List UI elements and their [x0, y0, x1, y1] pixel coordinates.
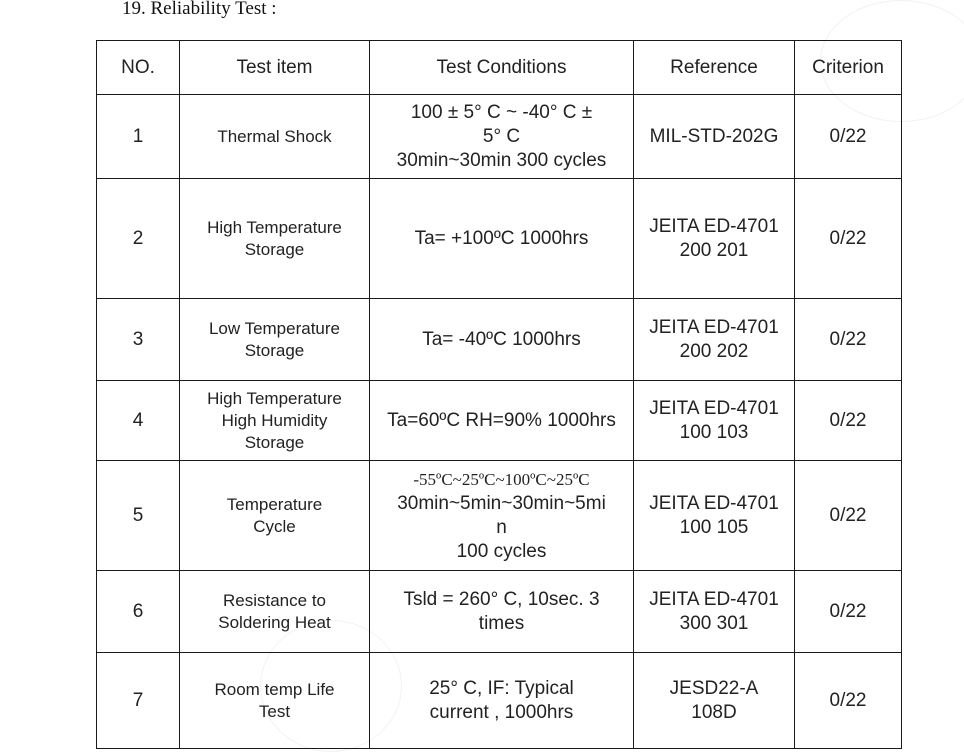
cell-no: 7	[97, 653, 180, 749]
reference-line: JESD22-A	[669, 677, 759, 699]
cell-test-item	[180, 299, 370, 381]
cell-test-item	[180, 571, 370, 653]
cell-criterion: 0/22	[795, 95, 902, 179]
cell-test-item	[180, 95, 370, 179]
test-item-line: Soldering Heat	[218, 612, 331, 632]
test-item-line: Storage	[244, 239, 305, 259]
header-criterion: Criterion	[795, 41, 902, 95]
table-row	[97, 461, 902, 571]
cell-no: 1	[97, 95, 180, 179]
cell-reference	[634, 381, 795, 461]
cell-criterion: 0/22	[795, 299, 902, 381]
cell-reference	[634, 461, 795, 571]
reference-line: 200 202	[679, 340, 749, 362]
cell-test-conditions	[370, 95, 634, 179]
cell-criterion: 0/22	[795, 381, 902, 461]
test-item-line: Resistance to	[223, 590, 326, 610]
cell-no: 5	[97, 461, 180, 571]
cell-criterion: 0/22	[795, 179, 902, 299]
cell-no: 2	[97, 179, 180, 299]
condition-line: 25° C, IF: Typical	[429, 677, 574, 699]
condition-line: 100 cycles	[456, 540, 547, 562]
test-item-line: Thermal Shock	[217, 126, 332, 146]
condition-line: 30min~30min 300 cycles	[396, 149, 607, 171]
cell-test-item	[180, 461, 370, 571]
condition-line: times	[478, 612, 525, 634]
cell-criterion: 0/22	[795, 571, 902, 653]
condition-line: Ta= +100ºC 1000hrs	[414, 227, 589, 249]
cell-test-conditions	[370, 179, 634, 299]
table-row	[97, 179, 902, 299]
condition-line: 100 ± 5° C ~ -40° C ±	[410, 101, 593, 123]
cell-test-conditions	[370, 571, 634, 653]
reference-line: 100 105	[679, 516, 749, 538]
section-title: 19. Reliability Test :	[122, 0, 277, 19]
reference-line: 300 301	[679, 612, 749, 634]
test-item-line: Low Temperature	[208, 318, 341, 338]
table-row	[97, 299, 902, 381]
test-item-line: High Temperature	[207, 217, 342, 237]
condition-line: Ta= -40ºC 1000hrs	[422, 328, 581, 350]
header-no: NO.	[97, 41, 180, 95]
condition-line: n	[496, 516, 507, 538]
cell-test-conditions	[370, 381, 634, 461]
cell-reference	[634, 95, 795, 179]
cell-reference	[634, 299, 795, 381]
reliability-test-table	[96, 40, 902, 749]
test-item-line: High Humidity	[221, 410, 328, 430]
test-item-line: Cycle	[253, 516, 296, 536]
header-reference: Reference	[634, 41, 795, 95]
reference-line: JEITA ED-4701	[649, 215, 779, 237]
reference-line: 200 201	[679, 239, 749, 261]
reference-line: JEITA ED-4701	[649, 397, 779, 419]
reference-line: 108D	[691, 701, 737, 723]
cell-reference	[634, 571, 795, 653]
cell-criterion: 0/22	[795, 461, 902, 571]
table-header-row	[97, 41, 902, 95]
table-row	[97, 653, 902, 749]
reference-line: MIL-STD-202G	[649, 125, 779, 147]
condition-line: -55ºC~25ºC~100ºC~25ºC	[413, 469, 590, 489]
table-row	[97, 381, 902, 461]
reference-line: JEITA ED-4701	[649, 316, 779, 338]
test-item-line: Room temp Life	[214, 679, 335, 699]
test-item-line: Storage	[244, 340, 305, 360]
condition-line: Ta=60ºC RH=90% 1000hrs	[387, 409, 616, 431]
condition-line: current , 1000hrs	[429, 701, 574, 723]
cell-no: 6	[97, 571, 180, 653]
cell-test-conditions	[370, 461, 634, 571]
cell-test-item	[180, 381, 370, 461]
condition-line: 30min~5min~30min~5mi	[397, 492, 606, 514]
test-item-line: Temperature	[226, 494, 323, 514]
reference-line: JEITA ED-4701	[649, 588, 779, 610]
table-row	[97, 571, 902, 653]
test-item-line: Test	[258, 701, 291, 721]
cell-reference	[634, 653, 795, 749]
cell-test-item	[180, 179, 370, 299]
cell-no: 3	[97, 299, 180, 381]
header-test-conditions: Test Conditions	[370, 41, 634, 95]
header-test-item: Test item	[180, 41, 370, 95]
test-item-line: High Temperature	[207, 388, 342, 408]
test-item-line: Storage	[244, 432, 305, 452]
cell-test-conditions	[370, 299, 634, 381]
cell-criterion: 0/22	[795, 653, 902, 749]
table-row	[97, 95, 902, 179]
cell-no: 4	[97, 381, 180, 461]
cell-test-conditions	[370, 653, 634, 749]
reference-line: JEITA ED-4701	[649, 492, 779, 514]
reference-line: 100 103	[679, 421, 749, 443]
cell-reference	[634, 179, 795, 299]
condition-line: 5° C	[482, 125, 521, 147]
cell-test-item	[180, 653, 370, 749]
condition-line: Tsld = 260° C, 10sec. 3	[403, 588, 600, 610]
